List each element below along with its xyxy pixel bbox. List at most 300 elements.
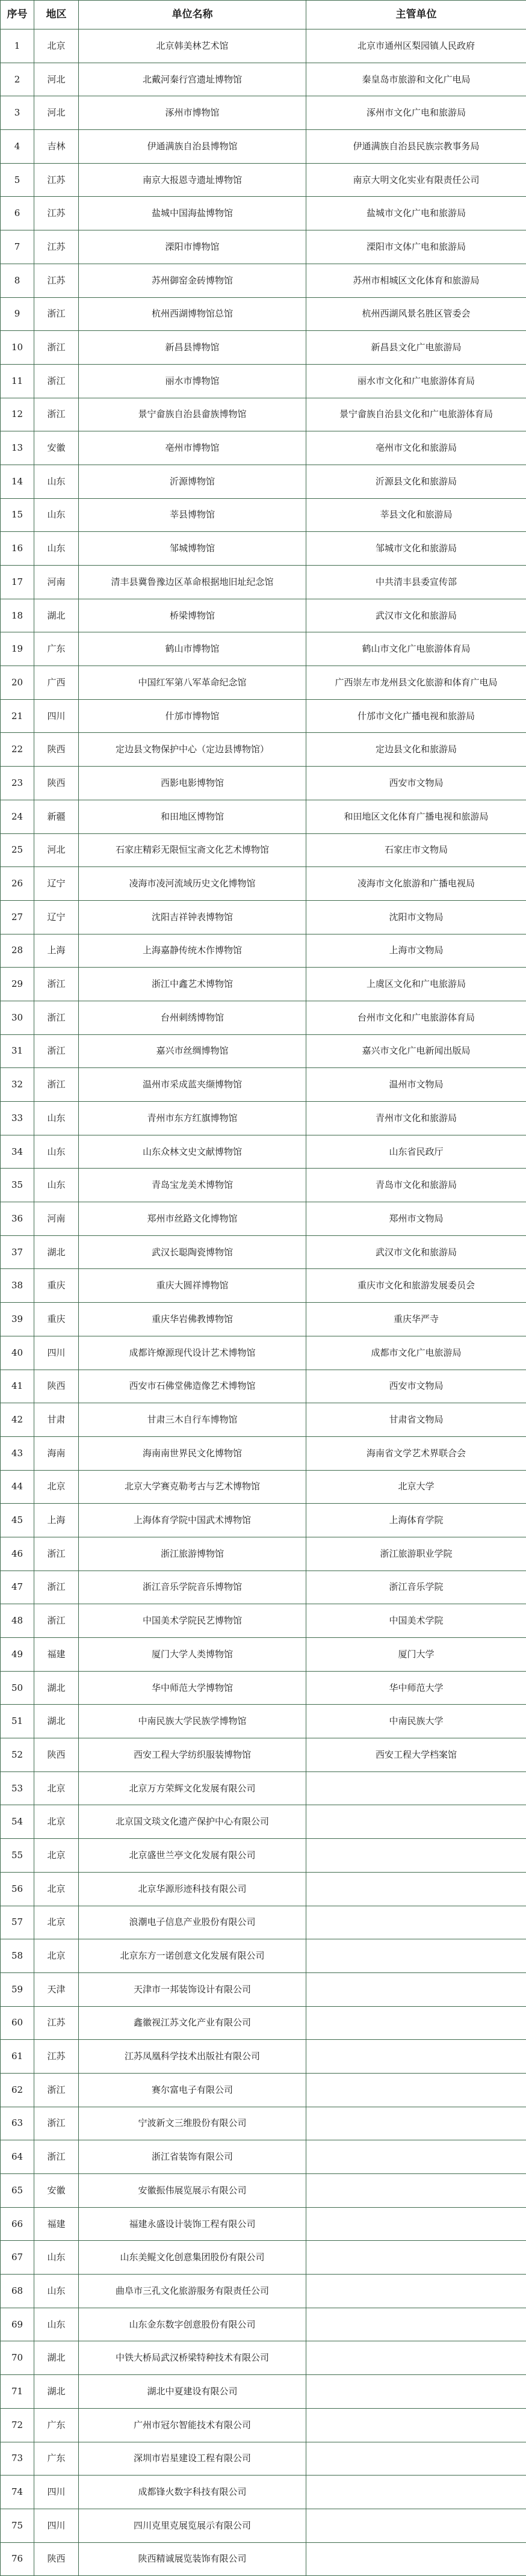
cell-unit-name: 温州市采成蓝夹缬博物馆 xyxy=(79,1068,306,1102)
cell-supervising-unit: 亳州市文化和旅游局 xyxy=(306,431,526,465)
cell-serial-number: 31 xyxy=(1,1034,34,1068)
table-row xyxy=(1,398,526,431)
cell-unit-name: 海南南世界民文化博物馆 xyxy=(79,1436,306,1470)
cell-unit-name: 亳州市博物馆 xyxy=(79,431,306,465)
table-row xyxy=(1,1370,526,1403)
cell-unit-name: 湖北中夏建设有限公司 xyxy=(79,2375,306,2409)
cell-supervising-unit: 苏州市相城区文化体育和旅游局 xyxy=(306,264,526,297)
cell-unit-name: 甘肃三木自行车博物馆 xyxy=(79,1403,306,1437)
cell-region: 安徽 xyxy=(34,2174,79,2208)
cell-serial-number: 53 xyxy=(1,1771,34,1805)
table-row xyxy=(1,1705,526,1738)
cell-unit-name: 西安工程大学纺织服装博物馆 xyxy=(79,1738,306,1772)
cell-unit-name: 重庆大圆祥博物馆 xyxy=(79,1269,306,1303)
header-supervising-unit: 主管单位 xyxy=(306,1,526,29)
cell-supervising-unit xyxy=(306,2006,526,2040)
table-row xyxy=(1,1403,526,1437)
cell-unit-name: 赛尔富电子有限公司 xyxy=(79,2073,306,2107)
cell-region: 山东 xyxy=(34,1169,79,1202)
cell-unit-name: 安徽振伟展览展示有限公司 xyxy=(79,2174,306,2208)
cell-region: 四川 xyxy=(34,1336,79,1370)
cell-unit-name: 景宁畲族自治县畲族博物馆 xyxy=(79,398,306,431)
cell-serial-number: 33 xyxy=(1,1102,34,1135)
table-row xyxy=(1,364,526,398)
cell-region: 北京 xyxy=(34,1906,79,1939)
cell-region: 辽宁 xyxy=(34,867,79,901)
cell-region: 湖北 xyxy=(34,1235,79,1269)
cell-region: 河北 xyxy=(34,833,79,867)
table-row xyxy=(1,230,526,264)
cell-serial-number: 36 xyxy=(1,1202,34,1236)
cell-serial-number: 56 xyxy=(1,1872,34,1906)
cell-unit-name: 浙江中鑫艺术博物馆 xyxy=(79,968,306,1001)
cell-serial-number: 72 xyxy=(1,2408,34,2442)
cell-supervising-unit: 新昌县文化广电旅游局 xyxy=(306,331,526,365)
table-row xyxy=(1,2408,526,2442)
cell-unit-name: 沂源博物馆 xyxy=(79,465,306,498)
cell-region: 浙江 xyxy=(34,2073,79,2107)
cell-region: 浙江 xyxy=(34,1001,79,1034)
cell-supervising-unit: 西安工程大学档案馆 xyxy=(306,1738,526,1772)
table-row xyxy=(1,1001,526,1034)
table-row xyxy=(1,1771,526,1805)
table-row xyxy=(1,1805,526,1839)
cell-supervising-unit: 郑州市文物局 xyxy=(306,1202,526,1236)
cell-region: 江苏 xyxy=(34,197,79,230)
cell-serial-number: 71 xyxy=(1,2375,34,2409)
cell-region: 河北 xyxy=(34,96,79,130)
cell-serial-number: 29 xyxy=(1,968,34,1001)
cell-serial-number: 22 xyxy=(1,733,34,767)
cell-unit-name: 北京大学赛克勒考古与艺术博物馆 xyxy=(79,1470,306,1504)
table-row xyxy=(1,666,526,700)
cell-supervising-unit: 北京市通州区梨园镇人民政府 xyxy=(306,29,526,63)
cell-unit-name: 广州市冠尔智能技术有限公司 xyxy=(79,2408,306,2442)
cell-region: 江苏 xyxy=(34,2006,79,2040)
cell-region: 广东 xyxy=(34,2442,79,2476)
table-row xyxy=(1,867,526,901)
table-row xyxy=(1,833,526,867)
table-row xyxy=(1,29,526,63)
cell-supervising-unit xyxy=(306,1771,526,1805)
cell-unit-name: 莘县博物馆 xyxy=(79,498,306,532)
cell-serial-number: 63 xyxy=(1,2107,34,2140)
cell-supervising-unit: 沈阳市文物局 xyxy=(306,900,526,934)
cell-serial-number: 47 xyxy=(1,1571,34,1604)
cell-unit-name: 山东美鲲文化创意集团股份有限公司 xyxy=(79,2241,306,2275)
cell-supervising-unit: 西安市文物局 xyxy=(306,1370,526,1403)
table-row xyxy=(1,1504,526,1537)
cell-region: 陕西 xyxy=(34,733,79,767)
table-row xyxy=(1,1269,526,1303)
cell-serial-number: 1 xyxy=(1,29,34,63)
cell-region: 北京 xyxy=(34,1839,79,1873)
cell-region: 广西 xyxy=(34,666,79,700)
table-row xyxy=(1,465,526,498)
cell-region: 江苏 xyxy=(34,2040,79,2074)
cell-serial-number: 17 xyxy=(1,566,34,599)
cell-serial-number: 35 xyxy=(1,1169,34,1202)
cell-unit-name: 天津市一邦装饰设计有限公司 xyxy=(79,1972,306,2006)
cell-unit-name: 凌海市凌河流域历史文化博物馆 xyxy=(79,867,306,901)
table-row xyxy=(1,1235,526,1269)
table-row xyxy=(1,1169,526,1202)
cell-supervising-unit: 景宁畲族自治县文化和广电旅游体育局 xyxy=(306,398,526,431)
table-row xyxy=(1,1336,526,1370)
cell-supervising-unit: 南京大明文化实业有限责任公司 xyxy=(306,163,526,197)
cell-serial-number: 11 xyxy=(1,364,34,398)
cell-region: 山东 xyxy=(34,465,79,498)
cell-region: 新疆 xyxy=(34,800,79,833)
table-row xyxy=(1,2442,526,2476)
cell-serial-number: 19 xyxy=(1,632,34,666)
cell-serial-number: 10 xyxy=(1,331,34,365)
cell-supervising-unit: 浙江旅游职业学院 xyxy=(306,1537,526,1571)
cell-supervising-unit xyxy=(306,2174,526,2208)
cell-region: 浙江 xyxy=(34,398,79,431)
cell-region: 湖北 xyxy=(34,1705,79,1738)
cell-unit-name: 北戴河秦行宫遗址博物馆 xyxy=(79,63,306,96)
table-row xyxy=(1,498,526,532)
table-row xyxy=(1,2241,526,2275)
cell-unit-name: 中铁大桥局武汉桥梁特种技术有限公司 xyxy=(79,2341,306,2375)
cell-serial-number: 75 xyxy=(1,2509,34,2542)
cell-serial-number: 15 xyxy=(1,498,34,532)
cell-supervising-unit: 中南民族大学 xyxy=(306,1705,526,1738)
cell-supervising-unit xyxy=(306,2207,526,2241)
cell-supervising-unit: 广西崇左市龙州县文化旅游和体育广电局 xyxy=(306,666,526,700)
cell-unit-name: 福建永盛设计装饰工程有限公司 xyxy=(79,2207,306,2241)
cell-supervising-unit: 温州市文物局 xyxy=(306,1068,526,1102)
table-row xyxy=(1,1068,526,1102)
cell-supervising-unit xyxy=(306,1872,526,1906)
cell-unit-name: 四川克里克展览展示有限公司 xyxy=(79,2509,306,2542)
cell-unit-name: 石家庄精彩无限恒宝斋文化艺术博物馆 xyxy=(79,833,306,867)
table-row xyxy=(1,96,526,130)
cell-region: 陕西 xyxy=(34,2542,79,2576)
cell-supervising-unit: 甘肃省文物局 xyxy=(306,1403,526,1437)
table-row xyxy=(1,2476,526,2509)
table-row xyxy=(1,431,526,465)
cell-supervising-unit: 伊通满族自治县民族宗教事务局 xyxy=(306,130,526,164)
cell-serial-number: 52 xyxy=(1,1738,34,1772)
cell-region: 浙江 xyxy=(34,364,79,398)
cell-supervising-unit: 重庆市文化和旅游发展委员会 xyxy=(306,1269,526,1303)
cell-unit-name: 桥梁博物馆 xyxy=(79,599,306,632)
cell-supervising-unit xyxy=(306,2341,526,2375)
cell-supervising-unit: 溧阳市文体广电和旅游局 xyxy=(306,230,526,264)
cell-serial-number: 41 xyxy=(1,1370,34,1403)
cell-serial-number: 64 xyxy=(1,2140,34,2174)
cell-region: 湖北 xyxy=(34,2375,79,2409)
table-row xyxy=(1,1571,526,1604)
cell-region: 广东 xyxy=(34,632,79,666)
table-row xyxy=(1,2040,526,2074)
table-row xyxy=(1,2341,526,2375)
cell-serial-number: 34 xyxy=(1,1135,34,1169)
cell-region: 北京 xyxy=(34,1872,79,1906)
cell-region: 浙江 xyxy=(34,2140,79,2174)
cell-region: 北京 xyxy=(34,1771,79,1805)
table-row xyxy=(1,2073,526,2107)
cell-supervising-unit: 丽水市文化和广电旅游体育局 xyxy=(306,364,526,398)
cell-serial-number: 58 xyxy=(1,1939,34,1973)
cell-supervising-unit: 涿州市文化广电和旅游局 xyxy=(306,96,526,130)
cell-region: 重庆 xyxy=(34,1269,79,1303)
cell-unit-name: 浙江音乐学院音乐博物馆 xyxy=(79,1571,306,1604)
cell-serial-number: 50 xyxy=(1,1671,34,1705)
cell-supervising-unit xyxy=(306,2073,526,2107)
table-body xyxy=(1,29,526,2576)
cell-unit-name: 南京大报恩寺遗址博物馆 xyxy=(79,163,306,197)
cell-serial-number: 60 xyxy=(1,2006,34,2040)
cell-region: 海南 xyxy=(34,1436,79,1470)
cell-serial-number: 70 xyxy=(1,2341,34,2375)
table-row xyxy=(1,1436,526,1470)
cell-region: 浙江 xyxy=(34,1068,79,1102)
table-row xyxy=(1,163,526,197)
cell-serial-number: 62 xyxy=(1,2073,34,2107)
cell-region: 四川 xyxy=(34,2476,79,2509)
cell-serial-number: 6 xyxy=(1,197,34,230)
cell-region: 浙江 xyxy=(34,331,79,365)
cell-supervising-unit: 北京大学 xyxy=(306,1470,526,1504)
cell-supervising-unit xyxy=(306,2542,526,2576)
cell-serial-number: 55 xyxy=(1,1839,34,1873)
cell-supervising-unit: 成都市文化广电旅游局 xyxy=(306,1336,526,1370)
cell-serial-number: 54 xyxy=(1,1805,34,1839)
cell-serial-number: 46 xyxy=(1,1537,34,1571)
table-row xyxy=(1,2275,526,2308)
cell-unit-name: 中国美术学院民艺博物馆 xyxy=(79,1604,306,1638)
table-row xyxy=(1,566,526,599)
cell-supervising-unit xyxy=(306,1939,526,1973)
cell-serial-number: 67 xyxy=(1,2241,34,2275)
cell-serial-number: 28 xyxy=(1,934,34,968)
table-row xyxy=(1,1638,526,1672)
header-unit-name: 单位名称 xyxy=(79,1,306,29)
table-row xyxy=(1,2006,526,2040)
cell-serial-number: 49 xyxy=(1,1638,34,1672)
cell-unit-name: 北京韩美林艺术馆 xyxy=(79,29,306,63)
table-row xyxy=(1,63,526,96)
table-row xyxy=(1,1102,526,1135)
cell-supervising-unit xyxy=(306,2040,526,2074)
cell-unit-name: 北京万方荣辉文化发展有限公司 xyxy=(79,1771,306,1805)
table-header-row xyxy=(1,1,526,29)
cell-supervising-unit xyxy=(306,2308,526,2341)
cell-unit-name: 杭州西湖博物馆总馆 xyxy=(79,297,306,331)
cell-unit-name: 上海嘉静传统木作博物馆 xyxy=(79,934,306,968)
cell-serial-number: 61 xyxy=(1,2040,34,2074)
table-row xyxy=(1,767,526,800)
cell-unit-name: 鹤山市博物馆 xyxy=(79,632,306,666)
cell-supervising-unit: 武汉市文化和旅游局 xyxy=(306,1235,526,1269)
cell-region: 湖北 xyxy=(34,599,79,632)
cell-region: 江苏 xyxy=(34,230,79,264)
cell-serial-number: 25 xyxy=(1,833,34,867)
table-row xyxy=(1,733,526,767)
cell-supervising-unit xyxy=(306,2442,526,2476)
cell-serial-number: 12 xyxy=(1,398,34,431)
table-row xyxy=(1,1872,526,1906)
table-row xyxy=(1,331,526,365)
cell-unit-name: 武汉长聪陶瓷博物馆 xyxy=(79,1235,306,1269)
table-row xyxy=(1,934,526,968)
cell-unit-name: 什邡市博物馆 xyxy=(79,699,306,733)
table-row xyxy=(1,2174,526,2208)
cell-unit-name: 华中师范大学博物馆 xyxy=(79,1671,306,1705)
cell-region: 浙江 xyxy=(34,1571,79,1604)
cell-supervising-unit xyxy=(306,2275,526,2308)
cell-region: 浙江 xyxy=(34,1034,79,1068)
table-row xyxy=(1,2107,526,2140)
cell-serial-number: 3 xyxy=(1,96,34,130)
table-row xyxy=(1,2140,526,2174)
cell-region: 甘肃 xyxy=(34,1403,79,1437)
table-row xyxy=(1,1671,526,1705)
cell-unit-name: 定边县文物保护中心（定边县博物馆） xyxy=(79,733,306,767)
cell-unit-name: 新昌县博物馆 xyxy=(79,331,306,365)
cell-region: 浙江 xyxy=(34,2107,79,2140)
cell-serial-number: 42 xyxy=(1,1403,34,1437)
table-row xyxy=(1,632,526,666)
cell-region: 浙江 xyxy=(34,297,79,331)
table-row xyxy=(1,1202,526,1236)
cell-supervising-unit xyxy=(306,1839,526,1873)
cell-region: 福建 xyxy=(34,1638,79,1672)
cell-supervising-unit: 盐城市文化广电和旅游局 xyxy=(306,197,526,230)
cell-unit-name: 溧阳市博物馆 xyxy=(79,230,306,264)
cell-region: 吉林 xyxy=(34,130,79,164)
cell-serial-number: 5 xyxy=(1,163,34,197)
cell-supervising-unit: 山东省民政厅 xyxy=(306,1135,526,1169)
cell-supervising-unit xyxy=(306,2375,526,2409)
cell-region: 江苏 xyxy=(34,163,79,197)
cell-serial-number: 39 xyxy=(1,1303,34,1336)
cell-supervising-unit xyxy=(306,2140,526,2174)
cell-unit-name: 山东金东数字创意股份有限公司 xyxy=(79,2308,306,2341)
cell-unit-name: 曲阜市三孔文化旅游服务有限责任公司 xyxy=(79,2275,306,2308)
cell-supervising-unit xyxy=(306,2241,526,2275)
cell-serial-number: 73 xyxy=(1,2442,34,2476)
cell-supervising-unit: 定边县文化和旅游局 xyxy=(306,733,526,767)
table-row xyxy=(1,800,526,833)
cell-serial-number: 57 xyxy=(1,1906,34,1939)
cell-region: 辽宁 xyxy=(34,900,79,934)
cell-supervising-unit: 石家庄市文物局 xyxy=(306,833,526,867)
cell-region: 陕西 xyxy=(34,1738,79,1772)
cell-supervising-unit: 西安市文物局 xyxy=(306,767,526,800)
cell-serial-number: 65 xyxy=(1,2174,34,2208)
cell-supervising-unit: 中共清丰县委宣传部 xyxy=(306,566,526,599)
cell-unit-name: 邹城博物馆 xyxy=(79,532,306,566)
cell-serial-number: 69 xyxy=(1,2308,34,2341)
cell-region: 山东 xyxy=(34,498,79,532)
cell-region: 重庆 xyxy=(34,1303,79,1336)
cell-serial-number: 4 xyxy=(1,130,34,164)
cell-unit-name: 北京盛世兰亭文化发展有限公司 xyxy=(79,1839,306,1873)
table-row xyxy=(1,1839,526,1873)
cell-region: 福建 xyxy=(34,2207,79,2241)
cell-region: 陕西 xyxy=(34,767,79,800)
table-row xyxy=(1,2308,526,2341)
cell-unit-name: 陕西精诚展览装饰有限公司 xyxy=(79,2542,306,2576)
cell-serial-number: 18 xyxy=(1,599,34,632)
cell-supervising-unit xyxy=(306,1906,526,1939)
cell-serial-number: 21 xyxy=(1,699,34,733)
cell-unit-name: 北京国文琰文化遗产保护中心有限公司 xyxy=(79,1805,306,1839)
cell-supervising-unit: 台州市文化和广电旅游体育局 xyxy=(306,1001,526,1034)
cell-supervising-unit: 沂源县文化和旅游局 xyxy=(306,465,526,498)
table-row xyxy=(1,1738,526,1772)
cell-unit-name: 鑫徽视江苏文化产业有限公司 xyxy=(79,2006,306,2040)
cell-region: 北京 xyxy=(34,1805,79,1839)
cell-serial-number: 26 xyxy=(1,867,34,901)
cell-serial-number: 23 xyxy=(1,767,34,800)
cell-unit-name: 中国红军第八军革命纪念馆 xyxy=(79,666,306,700)
cell-region: 山东 xyxy=(34,2308,79,2341)
cell-supervising-unit xyxy=(306,2509,526,2542)
cell-unit-name: 伊通满族自治县博物馆 xyxy=(79,130,306,164)
cell-unit-name: 江苏凤凰科学技术出版社有限公司 xyxy=(79,2040,306,2074)
cell-unit-name: 成都许燎源现代设计艺术博物馆 xyxy=(79,1336,306,1370)
cell-unit-name: 北京华源形迹科技有限公司 xyxy=(79,1872,306,1906)
table-row xyxy=(1,1034,526,1068)
cell-region: 浙江 xyxy=(34,1604,79,1638)
cell-unit-name: 和田地区博物馆 xyxy=(79,800,306,833)
cell-unit-name: 浪潮电子信息产业股份有限公司 xyxy=(79,1906,306,1939)
cell-serial-number: 24 xyxy=(1,800,34,833)
cell-region: 上海 xyxy=(34,934,79,968)
table-row xyxy=(1,599,526,632)
cell-unit-name: 苏州御窑金砖博物馆 xyxy=(79,264,306,297)
cell-serial-number: 38 xyxy=(1,1269,34,1303)
cell-unit-name: 重庆华岩佛教博物馆 xyxy=(79,1303,306,1336)
header-serial-number: 序号 xyxy=(1,1,34,29)
cell-serial-number: 48 xyxy=(1,1604,34,1638)
cell-unit-name: 深圳市岩星建设工程有限公司 xyxy=(79,2442,306,2476)
cell-unit-name: 青岛宝龙美术博物馆 xyxy=(79,1169,306,1202)
table-row xyxy=(1,1939,526,1973)
table-row xyxy=(1,1470,526,1504)
cell-serial-number: 59 xyxy=(1,1972,34,2006)
cell-serial-number: 2 xyxy=(1,63,34,96)
cell-supervising-unit: 中国美术学院 xyxy=(306,1604,526,1638)
cell-serial-number: 44 xyxy=(1,1470,34,1504)
cell-unit-name: 宁波新文三维股份有限公司 xyxy=(79,2107,306,2140)
table-row xyxy=(1,264,526,297)
cell-supervising-unit: 华中师范大学 xyxy=(306,1671,526,1705)
cell-serial-number: 74 xyxy=(1,2476,34,2509)
cell-region: 上海 xyxy=(34,1504,79,1537)
cell-unit-name: 中南民族大学民族学博物馆 xyxy=(79,1705,306,1738)
cell-unit-name: 郑州市丝路文化博物馆 xyxy=(79,1202,306,1236)
cell-supervising-unit: 秦皇岛市旅游和文化广电局 xyxy=(306,63,526,96)
table-row xyxy=(1,2207,526,2241)
table-row xyxy=(1,1537,526,1571)
cell-supervising-unit: 杭州西湖风景名胜区管委会 xyxy=(306,297,526,331)
cell-region: 北京 xyxy=(34,1939,79,1973)
cell-supervising-unit: 上海体育学院 xyxy=(306,1504,526,1537)
cell-serial-number: 43 xyxy=(1,1436,34,1470)
table-row xyxy=(1,900,526,934)
cell-serial-number: 32 xyxy=(1,1068,34,1102)
cell-unit-name: 北京东方一诺创意文化发展有限公司 xyxy=(79,1939,306,1973)
cell-supervising-unit: 凌海市文化旅游和广播电视局 xyxy=(306,867,526,901)
cell-unit-name: 浙江旅游博物馆 xyxy=(79,1537,306,1571)
table-row xyxy=(1,2375,526,2409)
